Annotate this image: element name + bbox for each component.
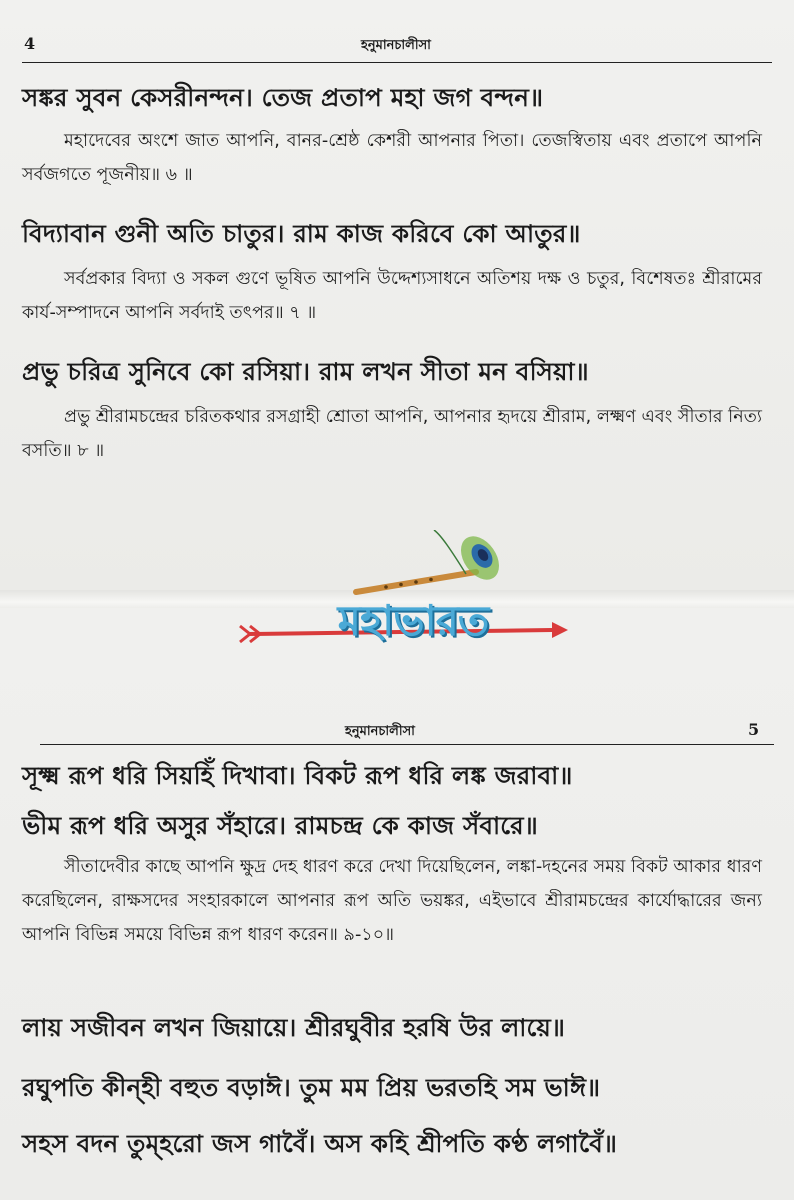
- header-rule: [22, 62, 772, 63]
- verse-line: রঘুপতি কীন্‌হী বহুত বড়াঈ। তুম মম প্রিয় ভরতহি সম ভাঈ॥: [22, 1073, 601, 1102]
- header-rule: [40, 744, 774, 745]
- page-number: 4: [24, 34, 36, 53]
- verse-line: প্রভু চরিত্র সুনিবে কো রসিয়া। রাম লখন সীতা মন বসিয়া॥: [22, 357, 589, 386]
- running-head: হনুমানচালীসা: [361, 38, 431, 53]
- verse-line: ভীম রূপ ধরি অসুর সঁহারে। রামচন্দ্র কে কাজ সঁবারে॥: [22, 811, 538, 840]
- meaning-paragraph: সীতাদেবীর কাছে আপনি ক্ষুদ্র দেহ ধারণ করে দেখা দিয়েছিলেন, লঙ্কা-দহনের সময় বিকট আকার ধারণ করেছিলেন, রাক্ষসদের সংহারকালে আপনার রূপ অতি ভয়ঙ্কর, এইভাবে শ্রীরামচন্দ্রের কার্যোদ্ধারের জন্য আপনি বিভিন্ন সময়ে বিভিন্ন রূপ ধারণ করেন॥ ৯-১০॥: [22, 857, 762, 945]
- meaning-paragraph: মহাদেবের অংশে জাত আপনি, বানর-শ্রেষ্ঠ কেশরী আপনার পিতা। তেজস্বিতায় এবং প্রতাপে আপনি সর্বজগতে পূজনীয়॥ ৬ ॥: [22, 131, 762, 185]
- page-4: [0, 0, 794, 598]
- meaning-paragraph: প্রভু শ্রীরামচন্দ্রের চরিতকথার রসগ্রাহী শ্রোতা আপনি, আপনার হৃদয়ে শ্রীরাম, লক্ষ্মণ এবং সীতার নিত্য বসতি॥ ৮ ॥: [22, 407, 762, 461]
- page-5: [0, 608, 794, 1200]
- verse-line: বিদ্যাবান গুনী অতি চাতুর। রাম কাজ করিবে কো আতুর॥: [22, 219, 581, 248]
- logo-text: মহাভারত: [337, 596, 489, 645]
- verse-line: লায় সজীবন লখন জিয়ায়ে। শ্রীরঘুবীর হরষি উর লায়ে॥: [22, 1013, 566, 1042]
- verse-line: সঙ্কর সুবন কেসরীনন্দন। তেজ প্রতাপ মহা জগ বন্দন॥: [22, 83, 544, 112]
- verse-line: সহস বদন তুম্‌হরো জস গাবৈঁ। অস কহি শ্রীপতি কণ্ঠ লগাবৈঁ॥: [22, 1129, 618, 1158]
- page-number: 5: [748, 720, 760, 739]
- meaning-paragraph: সর্বপ্রকার বিদ্যা ও সকল গুণে ভূষিত আপনি উদ্দেশ্যসাধনে অতিশয় দক্ষ ও চতুর, বিশেষতঃ শ্রীরামের কার্য-সম্পাদনে আপনি সর্বদাই তৎপর॥ ৭ ॥: [22, 269, 762, 323]
- verse-line: সূক্ষ্ম রূপ ধরি সিয়হিঁ দিখাবা। বিকট রূপ ধরি লঙ্ক জরাবা॥: [22, 761, 573, 790]
- mahabharat-logo: [236, 530, 576, 680]
- running-head: হনুমানচালীসা: [345, 724, 415, 739]
